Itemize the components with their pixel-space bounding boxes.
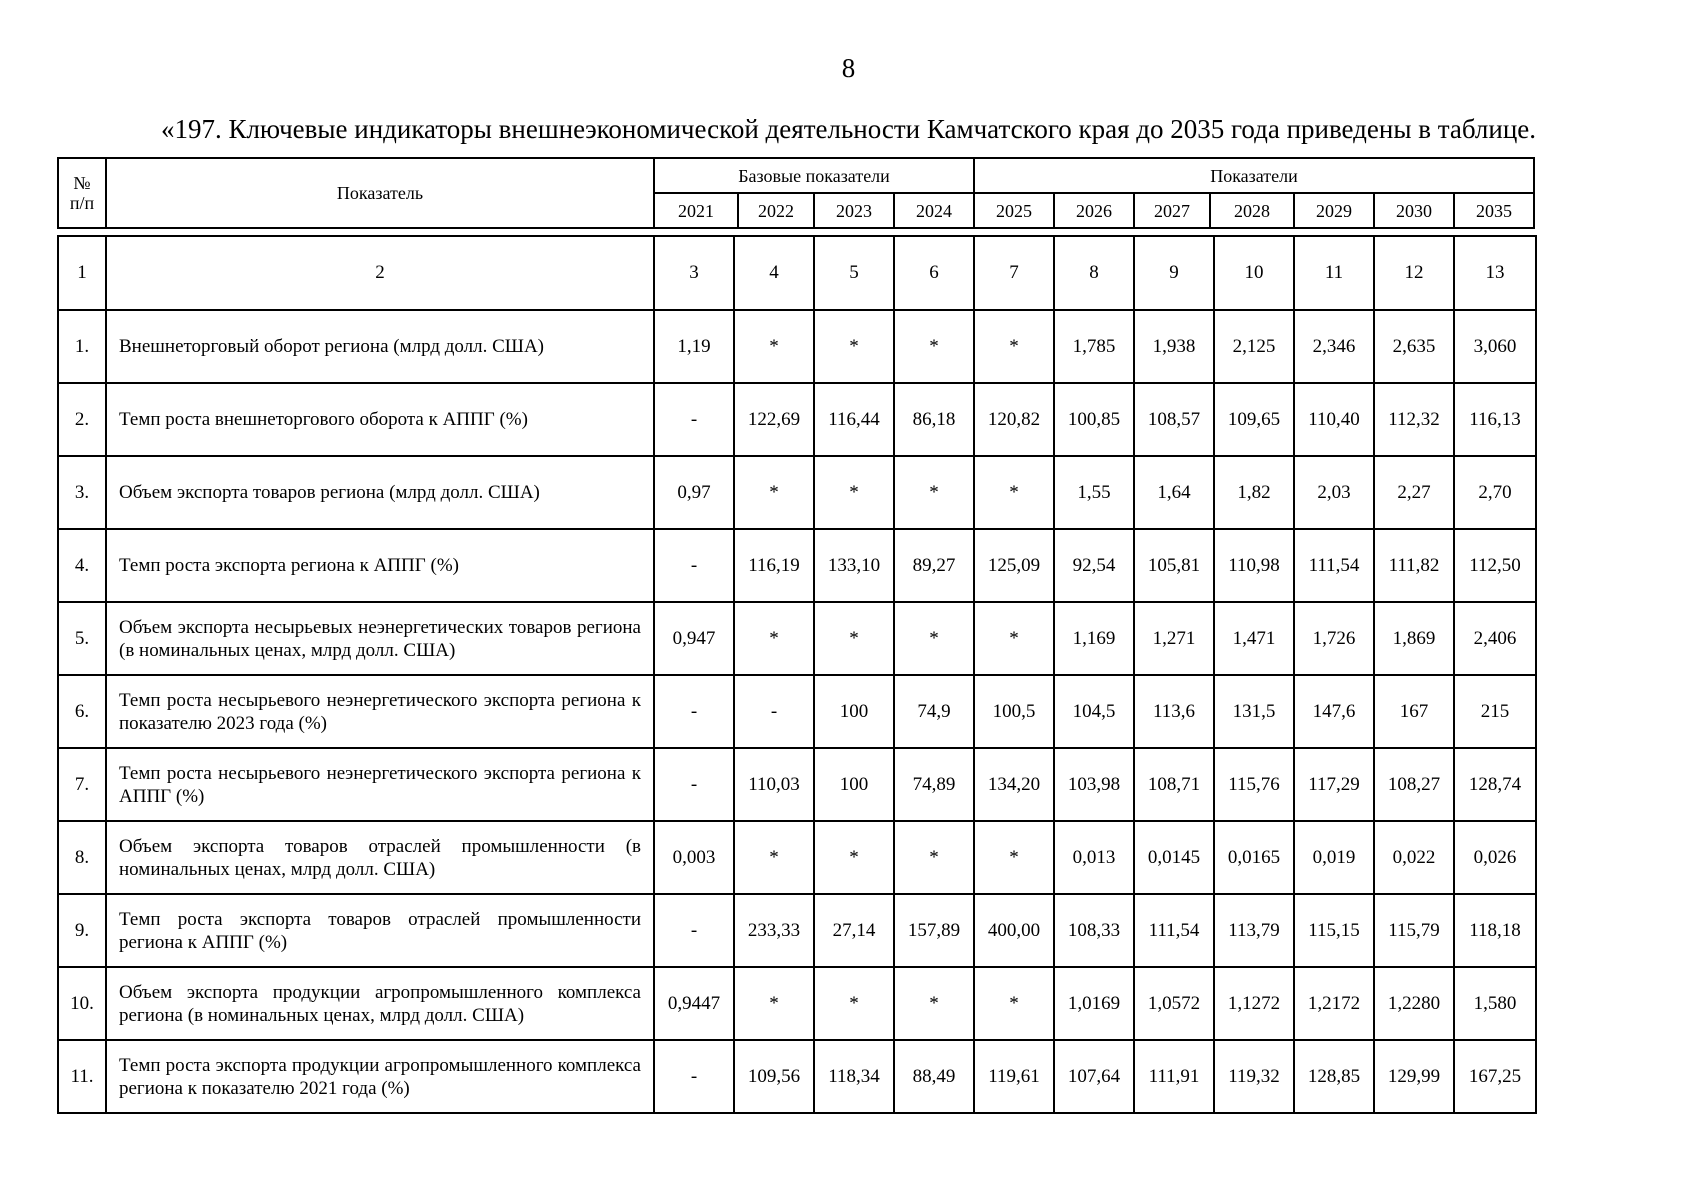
column-number-cell: 7 [974, 236, 1054, 310]
column-number-cell: 6 [894, 236, 974, 310]
value-cell: 110,40 [1294, 383, 1374, 456]
value-cell: 113,79 [1214, 894, 1294, 967]
column-number-cell: 8 [1054, 236, 1134, 310]
indicator-name-cell: Объем экспорта товаров региона (млрд долл. США) [106, 456, 654, 529]
value-cell: 109,56 [734, 1040, 814, 1113]
value-cell: 1,785 [1054, 310, 1134, 383]
value-cell: 117,29 [1294, 748, 1374, 821]
value-cell: * [814, 967, 894, 1040]
value-cell: * [814, 310, 894, 383]
table-row [58, 894, 1536, 967]
indicator-name-cell: Объем экспорта продукции агропромышленного комплекса региона (в номинальных ценах, млрд долл. США) [106, 967, 654, 1040]
value-cell: 120,82 [974, 383, 1054, 456]
header-year-cell: 2027 [1134, 193, 1210, 228]
value-cell: 116,13 [1454, 383, 1536, 456]
value-cell: 1,869 [1374, 602, 1454, 675]
value-cell: 103,98 [1054, 748, 1134, 821]
value-cell: 3,060 [1454, 310, 1536, 383]
header-num-label: № п/п [69, 173, 95, 213]
row-number-cell: 7. [58, 748, 106, 821]
header-year-cell: 2025 [974, 193, 1054, 228]
value-cell: 2,70 [1454, 456, 1536, 529]
indicator-name-cell: Объем экспорта несырьевых неэнергетических товаров региона (в номинальных ценах, млрд долл. США) [106, 602, 654, 675]
value-cell: 111,82 [1374, 529, 1454, 602]
value-cell: 115,76 [1214, 748, 1294, 821]
value-cell: 118,18 [1454, 894, 1536, 967]
table-row [58, 967, 1536, 1040]
indicator-name-cell: Темп роста экспорта продукции агропромышленного комплекса региона к показателю 2021 года (%) [106, 1040, 654, 1113]
value-cell: * [734, 602, 814, 675]
value-cell: 1,726 [1294, 602, 1374, 675]
indicator-name-cell: Темп роста экспорта региона к АППГ (%) [106, 529, 654, 602]
value-cell: 27,14 [814, 894, 894, 967]
value-cell: 115,79 [1374, 894, 1454, 967]
value-cell: 400,00 [974, 894, 1054, 967]
value-cell: 1,64 [1134, 456, 1214, 529]
value-cell: - [654, 675, 734, 748]
value-cell: 74,89 [894, 748, 974, 821]
value-cell: 0,0145 [1134, 821, 1214, 894]
value-cell: 0,0165 [1214, 821, 1294, 894]
value-cell: * [894, 967, 974, 1040]
value-cell: 113,6 [1134, 675, 1214, 748]
value-cell: * [894, 456, 974, 529]
value-cell: * [814, 456, 894, 529]
header-year-cell: 2029 [1294, 193, 1374, 228]
header-year-cell: 2035 [1454, 193, 1534, 228]
value-cell: 107,64 [1054, 1040, 1134, 1113]
value-cell: 215 [1454, 675, 1536, 748]
table-body [58, 236, 1536, 1113]
value-cell: 2,346 [1294, 310, 1374, 383]
column-number-cell: 13 [1454, 236, 1536, 310]
column-number-cell: 12 [1374, 236, 1454, 310]
table-row [58, 456, 1536, 529]
value-cell: 0,019 [1294, 821, 1374, 894]
table-row [58, 675, 1536, 748]
page-number: 8 [841, 53, 856, 83]
value-cell: - [654, 894, 734, 967]
row-number-cell: 1. [58, 310, 106, 383]
value-cell: - [654, 383, 734, 456]
column-number-cell: 2 [106, 236, 654, 310]
value-cell: 116,19 [734, 529, 814, 602]
value-cell: 1,0169 [1054, 967, 1134, 1040]
value-cell: 133,10 [814, 529, 894, 602]
value-cell: 147,6 [1294, 675, 1374, 748]
column-number-cell: 4 [734, 236, 814, 310]
column-number-row [58, 236, 1536, 310]
value-cell: 112,50 [1454, 529, 1536, 602]
value-cell: 111,54 [1294, 529, 1374, 602]
value-cell: - [654, 748, 734, 821]
value-cell: 1,271 [1134, 602, 1214, 675]
value-cell: 108,27 [1374, 748, 1454, 821]
value-cell: 0,003 [654, 821, 734, 894]
value-cell: 2,406 [1454, 602, 1536, 675]
header-year-cell: 2026 [1054, 193, 1134, 228]
row-number-cell: 5. [58, 602, 106, 675]
column-number-cell: 10 [1214, 236, 1294, 310]
indicator-name-cell: Внешнеторговый оборот региона (млрд долл. США) [106, 310, 654, 383]
value-cell: 119,61 [974, 1040, 1054, 1113]
value-cell: 100 [814, 748, 894, 821]
value-cell: 1,2280 [1374, 967, 1454, 1040]
row-number-cell: 3. [58, 456, 106, 529]
value-cell: - [654, 1040, 734, 1113]
value-cell: * [734, 310, 814, 383]
value-cell: * [974, 602, 1054, 675]
value-cell: 131,5 [1214, 675, 1294, 748]
value-cell: 0,013 [1054, 821, 1134, 894]
value-cell: * [894, 821, 974, 894]
section-heading: «197. Ключевые индикаторы внешнеэкономической деятельности Камчатского края до 2035 года приведены в таблице. [160, 114, 1537, 144]
value-cell: * [894, 602, 974, 675]
value-cell: 1,169 [1054, 602, 1134, 675]
value-cell: 92,54 [1054, 529, 1134, 602]
value-cell: 2,03 [1294, 456, 1374, 529]
header-year-cell: 2024 [894, 193, 974, 228]
value-cell: 116,44 [814, 383, 894, 456]
value-cell: - [654, 529, 734, 602]
value-cell: 0,022 [1374, 821, 1454, 894]
value-cell: * [814, 602, 894, 675]
value-cell: * [974, 821, 1054, 894]
header-year-cell: 2022 [738, 193, 814, 228]
value-cell: 2,125 [1214, 310, 1294, 383]
value-cell: - [734, 675, 814, 748]
table-row [58, 602, 1536, 675]
header-base-group: Базовые показатели [654, 158, 974, 193]
value-cell: 233,33 [734, 894, 814, 967]
value-cell: 104,5 [1054, 675, 1134, 748]
value-cell: 1,0572 [1134, 967, 1214, 1040]
header-indicator-cell [106, 158, 654, 228]
value-cell: 128,85 [1294, 1040, 1374, 1113]
column-number-cell: 1 [58, 236, 106, 310]
value-cell: 105,81 [1134, 529, 1214, 602]
value-cell: 0,026 [1454, 821, 1536, 894]
value-cell: 1,471 [1214, 602, 1294, 675]
value-cell: 110,98 [1214, 529, 1294, 602]
value-cell: 128,74 [1454, 748, 1536, 821]
value-cell: * [974, 310, 1054, 383]
value-cell: 108,33 [1054, 894, 1134, 967]
value-cell: 108,57 [1134, 383, 1214, 456]
value-cell: 89,27 [894, 529, 974, 602]
value-cell: 86,18 [894, 383, 974, 456]
header-indicator-label: Показатель [336, 183, 424, 203]
value-cell: 125,09 [974, 529, 1054, 602]
value-cell: 108,71 [1134, 748, 1214, 821]
table-row [58, 1040, 1536, 1113]
header-year-cell: 2030 [1374, 193, 1454, 228]
value-cell: * [734, 456, 814, 529]
row-number-cell: 2. [58, 383, 106, 456]
row-number-cell: 9. [58, 894, 106, 967]
value-cell: 115,15 [1294, 894, 1374, 967]
value-cell: 111,91 [1134, 1040, 1214, 1113]
value-cell: 167 [1374, 675, 1454, 748]
value-cell: 111,54 [1134, 894, 1214, 967]
value-cell: 0,97 [654, 456, 734, 529]
value-cell: 100,85 [1054, 383, 1134, 456]
table-row [58, 821, 1536, 894]
value-cell: * [734, 967, 814, 1040]
value-cell: 129,99 [1374, 1040, 1454, 1113]
value-cell: 88,49 [894, 1040, 974, 1113]
table-row [58, 383, 1536, 456]
table-row [58, 529, 1536, 602]
value-cell: 167,25 [1454, 1040, 1536, 1113]
value-cell: 0,947 [654, 602, 734, 675]
value-cell: 0,9447 [654, 967, 734, 1040]
header-year-cell: 2028 [1210, 193, 1294, 228]
value-cell: * [734, 821, 814, 894]
indicator-name-cell: Объем экспорта товаров отраслей промышленности (в номинальных ценах, млрд долл. США) [106, 821, 654, 894]
indicator-name-cell: Темп роста внешнеторгового оборота к АППГ (%) [106, 383, 654, 456]
row-number-cell: 8. [58, 821, 106, 894]
header-year-cell: 2021 [654, 193, 738, 228]
value-cell: 122,69 [734, 383, 814, 456]
value-cell: 134,20 [974, 748, 1054, 821]
header-year-cell: 2023 [814, 193, 894, 228]
indicator-name-cell: Темп роста несырьевого неэнергетического экспорта региона к АППГ (%) [106, 748, 654, 821]
value-cell: 118,34 [814, 1040, 894, 1113]
row-number-cell: 10. [58, 967, 106, 1040]
column-number-cell: 5 [814, 236, 894, 310]
indicators-table [57, 235, 1537, 1114]
value-cell: 1,938 [1134, 310, 1214, 383]
value-cell: 1,2172 [1294, 967, 1374, 1040]
table-header [57, 157, 1535, 229]
value-cell: 2,27 [1374, 456, 1454, 529]
row-number-cell: 6. [58, 675, 106, 748]
value-cell: * [974, 456, 1054, 529]
value-cell: * [814, 821, 894, 894]
header-forecast-group: Показатели [974, 158, 1534, 193]
value-cell: 112,32 [1374, 383, 1454, 456]
row-number-cell: 11. [58, 1040, 106, 1113]
table-row [58, 310, 1536, 383]
value-cell: 1,82 [1214, 456, 1294, 529]
column-number-cell: 11 [1294, 236, 1374, 310]
value-cell: 2,635 [1374, 310, 1454, 383]
indicator-name-cell: Темп роста экспорта товаров отраслей промышленности региона к АППГ (%) [106, 894, 654, 967]
column-number-cell: 9 [1134, 236, 1214, 310]
column-number-cell: 3 [654, 236, 734, 310]
value-cell: 119,32 [1214, 1040, 1294, 1113]
row-number-cell: 4. [58, 529, 106, 602]
value-cell: 1,580 [1454, 967, 1536, 1040]
indicator-name-cell: Темп роста несырьевого неэнергетического экспорта региона к показателю 2023 года (%) [106, 675, 654, 748]
value-cell: 110,03 [734, 748, 814, 821]
value-cell: 100 [814, 675, 894, 748]
value-cell: * [894, 310, 974, 383]
header-num-cell [58, 158, 106, 228]
table-row [58, 748, 1536, 821]
value-cell: 109,65 [1214, 383, 1294, 456]
value-cell: 157,89 [894, 894, 974, 967]
value-cell: 1,55 [1054, 456, 1134, 529]
value-cell: 100,5 [974, 675, 1054, 748]
value-cell: 1,19 [654, 310, 734, 383]
value-cell: 1,1272 [1214, 967, 1294, 1040]
value-cell: * [974, 967, 1054, 1040]
value-cell: 74,9 [894, 675, 974, 748]
